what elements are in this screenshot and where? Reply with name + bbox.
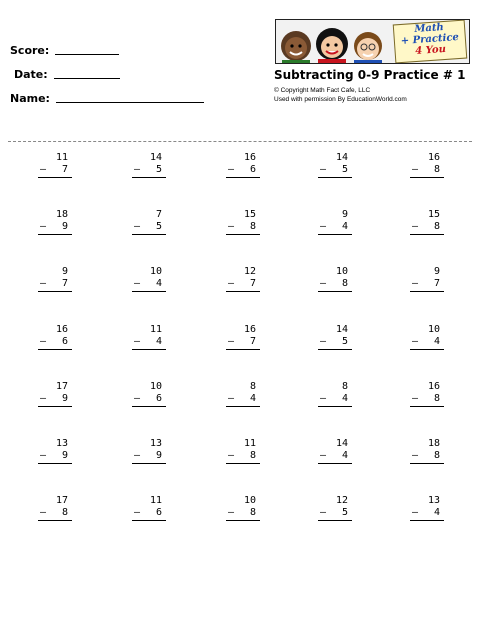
subtraction-problem xyxy=(132,209,166,245)
minus-sign: – xyxy=(40,278,47,289)
minuend: 13 xyxy=(55,438,68,449)
subtrahend: 9 xyxy=(61,393,68,404)
answer-line xyxy=(410,177,444,178)
subtraction-problem xyxy=(410,209,444,245)
subtrahend: 8 xyxy=(433,450,440,461)
subtrahend: 8 xyxy=(249,221,256,232)
minuend: 11 xyxy=(149,324,162,335)
answer-line xyxy=(38,177,72,178)
subtraction-problem xyxy=(318,266,352,302)
date-blank xyxy=(54,77,120,79)
subtraction-problem xyxy=(410,381,444,417)
answer-line xyxy=(318,406,352,407)
subtraction-problem xyxy=(410,324,444,360)
subtraction-problem xyxy=(226,495,260,531)
subtraction-problem xyxy=(318,209,352,245)
minus-sign: – xyxy=(228,221,235,232)
minuend: 15 xyxy=(427,209,440,220)
subtraction-problem xyxy=(226,152,260,188)
minus-sign: – xyxy=(412,336,419,347)
subtrahend: 6 xyxy=(249,164,256,175)
minus-sign: – xyxy=(320,164,327,175)
answer-line xyxy=(132,291,166,292)
minus-sign: – xyxy=(40,164,47,175)
answer-line xyxy=(226,463,260,464)
minuend: 11 xyxy=(55,152,68,163)
subtrahend: 4 xyxy=(341,393,348,404)
answer-line xyxy=(132,406,166,407)
minuend: 10 xyxy=(149,381,162,392)
subtraction-problem xyxy=(226,381,260,417)
minuend: 15 xyxy=(243,209,256,220)
minuend: 10 xyxy=(243,495,256,506)
minus-sign: – xyxy=(40,393,47,404)
minuend: 17 xyxy=(55,495,68,506)
subtrahend: 7 xyxy=(61,278,68,289)
subtraction-problem xyxy=(318,438,352,474)
answer-line xyxy=(318,463,352,464)
subtrahend: 4 xyxy=(341,450,348,461)
subtrahend: 4 xyxy=(155,278,162,289)
answer-line xyxy=(318,234,352,235)
minus-sign: – xyxy=(134,221,141,232)
subtrahend: 8 xyxy=(249,507,256,518)
subtraction-problem xyxy=(38,266,72,302)
subtrahend: 8 xyxy=(433,164,440,175)
minuend: 10 xyxy=(427,324,440,335)
score-blank xyxy=(55,53,119,55)
subtrahend: 8 xyxy=(61,507,68,518)
minus-sign: – xyxy=(412,393,419,404)
minus-sign: – xyxy=(320,278,327,289)
answer-line xyxy=(318,177,352,178)
answer-line xyxy=(410,234,444,235)
credits xyxy=(274,86,407,104)
logo-line-4you: 4 You xyxy=(414,43,447,58)
math-practice-logo xyxy=(275,19,470,64)
answer-line xyxy=(132,463,166,464)
subtrahend: 4 xyxy=(433,336,440,347)
subtraction-problem xyxy=(318,495,352,531)
date-field xyxy=(14,68,120,81)
subtraction-problem xyxy=(38,438,72,474)
minuend: 9 xyxy=(433,266,440,277)
divider xyxy=(8,141,472,142)
minuend: 17 xyxy=(55,381,68,392)
logo-line-practice: + Practice xyxy=(400,31,460,48)
subtrahend: 9 xyxy=(61,221,68,232)
subtrahend: 8 xyxy=(433,393,440,404)
minuend: 16 xyxy=(55,324,68,335)
answer-line xyxy=(38,291,72,292)
score-label: Score: xyxy=(10,44,50,57)
subtraction-problem xyxy=(226,438,260,474)
answer-line xyxy=(38,349,72,350)
answer-line xyxy=(410,291,444,292)
minus-sign: – xyxy=(320,450,327,461)
subtrahend: 5 xyxy=(341,336,348,347)
subtraction-problem xyxy=(38,324,72,360)
minus-sign: – xyxy=(228,507,235,518)
minus-sign: – xyxy=(228,393,235,404)
minuend: 14 xyxy=(335,324,348,335)
answer-line xyxy=(410,463,444,464)
minus-sign: – xyxy=(134,164,141,175)
minus-sign: – xyxy=(134,450,141,461)
minuend: 7 xyxy=(155,209,162,220)
subtraction-problem xyxy=(132,438,166,474)
subtrahend: 7 xyxy=(249,278,256,289)
logo-line-math: Math xyxy=(414,22,445,36)
minus-sign: – xyxy=(228,336,235,347)
answer-line xyxy=(38,463,72,464)
minus-sign: – xyxy=(412,164,419,175)
kids-illustration-icon xyxy=(276,20,394,64)
subtraction-problem xyxy=(410,495,444,531)
minuend: 11 xyxy=(149,495,162,506)
answer-line xyxy=(318,291,352,292)
minus-sign: – xyxy=(412,507,419,518)
subtraction-problem xyxy=(226,324,260,360)
date-label: Date: xyxy=(14,68,48,81)
subtraction-problem xyxy=(132,152,166,188)
subtraction-problem xyxy=(132,324,166,360)
subtrahend: 5 xyxy=(155,164,162,175)
subtraction-problem xyxy=(132,266,166,302)
subtrahend: 4 xyxy=(155,336,162,347)
minuend: 16 xyxy=(427,381,440,392)
minuend: 14 xyxy=(335,152,348,163)
minuend: 14 xyxy=(335,438,348,449)
answer-line xyxy=(226,291,260,292)
minus-sign: – xyxy=(40,507,47,518)
minuend: 18 xyxy=(427,438,440,449)
name-label: Name: xyxy=(10,92,50,105)
answer-line xyxy=(132,234,166,235)
subtraction-problem xyxy=(318,152,352,188)
subtrahend: 9 xyxy=(61,450,68,461)
minuend: 10 xyxy=(149,266,162,277)
subtraction-problem xyxy=(410,438,444,474)
subtraction-problem xyxy=(226,266,260,302)
answer-line xyxy=(226,349,260,350)
minuend: 12 xyxy=(243,266,256,277)
subtrahend: 7 xyxy=(249,336,256,347)
minus-sign: – xyxy=(412,450,419,461)
subtraction-problem xyxy=(132,495,166,531)
minuend: 16 xyxy=(243,152,256,163)
minuend: 13 xyxy=(427,495,440,506)
minus-sign: – xyxy=(228,164,235,175)
name-blank xyxy=(56,101,204,103)
subtraction-problem xyxy=(318,381,352,417)
answer-line xyxy=(410,406,444,407)
worksheet-title: Subtracting 0-9 Practice # 1 xyxy=(274,68,466,82)
minuend: 9 xyxy=(61,266,68,277)
answer-line xyxy=(410,520,444,521)
subtrahend: 6 xyxy=(155,507,162,518)
answer-line xyxy=(132,177,166,178)
answer-line xyxy=(38,406,72,407)
answer-line xyxy=(318,349,352,350)
minuend: 12 xyxy=(335,495,348,506)
math-practice-badge xyxy=(393,20,468,64)
subtrahend: 8 xyxy=(433,221,440,232)
minus-sign: – xyxy=(228,278,235,289)
minus-sign: – xyxy=(134,336,141,347)
name-field xyxy=(10,92,204,105)
subtrahend: 4 xyxy=(341,221,348,232)
answer-line xyxy=(132,349,166,350)
subtrahend: 8 xyxy=(249,450,256,461)
subtrahend: 5 xyxy=(341,507,348,518)
answer-line xyxy=(38,234,72,235)
answer-line xyxy=(226,177,260,178)
minuend: 9 xyxy=(341,209,348,220)
minuend: 11 xyxy=(243,438,256,449)
minuend: 16 xyxy=(243,324,256,335)
minus-sign: – xyxy=(40,450,47,461)
subtrahend: 6 xyxy=(61,336,68,347)
minus-sign: – xyxy=(320,507,327,518)
minus-sign: – xyxy=(412,221,419,232)
subtraction-problem xyxy=(410,266,444,302)
answer-line xyxy=(410,349,444,350)
subtrahend: 7 xyxy=(61,164,68,175)
answer-line xyxy=(318,520,352,521)
minuend: 10 xyxy=(335,266,348,277)
answer-line xyxy=(226,234,260,235)
minuend: 18 xyxy=(55,209,68,220)
subtraction-problem xyxy=(38,381,72,417)
answer-line xyxy=(132,520,166,521)
subtrahend: 5 xyxy=(341,164,348,175)
permission-text: Used with permission By EducationWorld.com xyxy=(274,96,407,103)
subtrahend: 4 xyxy=(249,393,256,404)
copyright-text: © Copyright Math Fact Cafe, LLC xyxy=(274,87,371,94)
subtrahend: 9 xyxy=(155,450,162,461)
subtrahend: 6 xyxy=(155,393,162,404)
minus-sign: – xyxy=(134,278,141,289)
subtraction-problem xyxy=(38,209,72,245)
minuend: 13 xyxy=(149,438,162,449)
answer-line xyxy=(226,520,260,521)
subtraction-problem xyxy=(318,324,352,360)
minuend: 16 xyxy=(427,152,440,163)
subtrahend: 4 xyxy=(433,507,440,518)
subtraction-problem xyxy=(38,152,72,188)
subtrahend: 8 xyxy=(341,278,348,289)
minus-sign: – xyxy=(40,336,47,347)
minus-sign: – xyxy=(40,221,47,232)
minus-sign: – xyxy=(134,393,141,404)
minus-sign: – xyxy=(320,221,327,232)
minus-sign: – xyxy=(134,507,141,518)
minus-sign: – xyxy=(412,278,419,289)
subtraction-problem xyxy=(410,152,444,188)
minuend: 8 xyxy=(249,381,256,392)
minuend: 8 xyxy=(341,381,348,392)
answer-line xyxy=(38,520,72,521)
subtraction-problem xyxy=(132,381,166,417)
subtrahend: 7 xyxy=(433,278,440,289)
subtraction-problem xyxy=(226,209,260,245)
subtraction-problem xyxy=(38,495,72,531)
score-field xyxy=(10,44,119,57)
minuend: 14 xyxy=(149,152,162,163)
minus-sign: – xyxy=(228,450,235,461)
minus-sign: – xyxy=(320,393,327,404)
minus-sign: – xyxy=(320,336,327,347)
subtrahend: 5 xyxy=(155,221,162,232)
answer-line xyxy=(226,406,260,407)
